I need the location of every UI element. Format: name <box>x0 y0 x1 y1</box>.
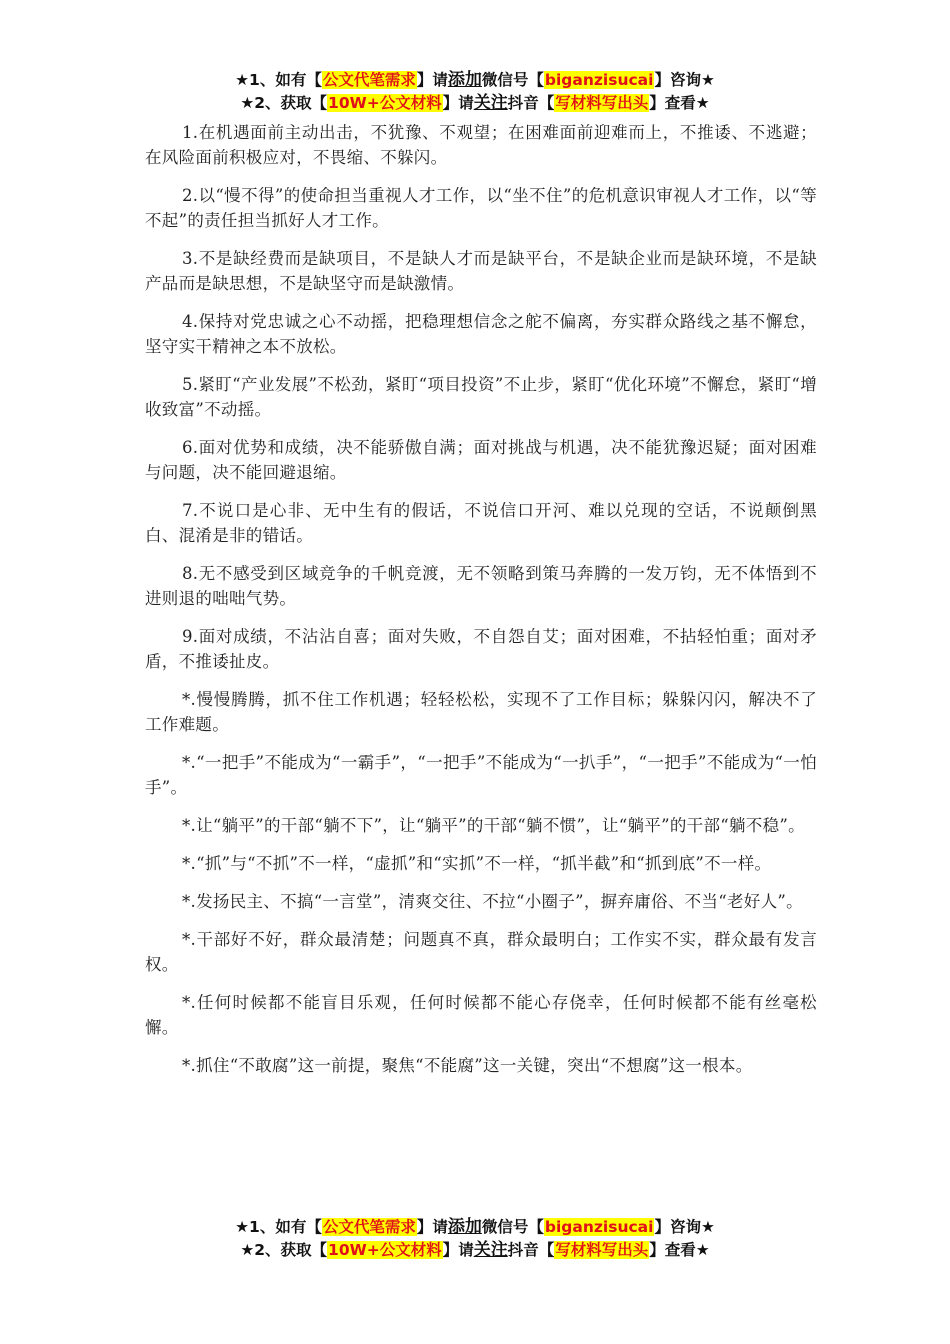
highlight-materials: 10W+公文材料 <box>328 1241 442 1259</box>
emphasis-text: 关注 <box>473 93 508 113</box>
paragraph: 5.紧盯“产业发展”不松劲，紧盯“项目投资”不止步，紧盯“优化环境”不懈怠，紧盯“增收致富”不动摇。 <box>145 375 817 419</box>
promo-text: 】请 <box>442 94 474 112</box>
highlight-materials: 10W+公文材料 <box>328 94 442 112</box>
promo-text: 1、如有【 <box>249 1218 322 1236</box>
star-icon: ★ <box>235 1218 250 1236</box>
promo-text: 微信号【 <box>481 1218 544 1236</box>
promo-line-2 <box>0 1239 950 1262</box>
paragraph: *.发扬民主、不搞“一言堂”，清爽交往、不拉“小圈子”，摒弃庸俗、不当“老好人”。 <box>182 892 803 911</box>
highlight-douyin-account: 写材料写出头 <box>555 1241 649 1259</box>
highlight-wechat-id: biganzisucai <box>544 71 654 89</box>
paragraph: 2.以“慢不得”的使命担当重视人才工作，以“坐不住”的危机意识审视人才工作，以“等不起”的责任担当抓好人才工作。 <box>145 186 817 230</box>
star-icon: ★ <box>240 1241 255 1259</box>
promo-text: 2、获取【 <box>254 94 328 112</box>
emphasis-text: 关注 <box>473 1240 508 1260</box>
promo-text: 】查看★ <box>649 94 710 112</box>
paragraph: *.让“躺平”的干部“躺不下”，让“躺平”的干部“躺不惯”，让“躺平”的干部“躺不稳”。 <box>182 816 805 835</box>
star-icon: ★ <box>235 71 250 89</box>
emphasis-text: 添加 <box>447 70 482 90</box>
promo-text: 抖音【 <box>507 1241 555 1259</box>
promo-banner-bottom <box>0 1216 950 1262</box>
promo-line-1 <box>0 69 950 92</box>
highlight-service: 公文代笔需求 <box>322 71 416 89</box>
emphasis-text: 添加 <box>447 1217 482 1237</box>
promo-line-2 <box>0 92 950 115</box>
promo-banner-top <box>0 69 950 115</box>
promo-text: 】咨询★ <box>654 71 715 89</box>
paragraph: 6.面对优势和成绩，决不能骄傲自满；面对挑战与机遇，决不能犹豫迟疑；面对困难与问题，决不能回避退缩。 <box>145 438 817 482</box>
paragraph: *.干部好不好，群众最清楚；问题真不真，群众最明白；工作实不实，群众最有发言权。 <box>145 930 817 974</box>
highlight-service: 公文代笔需求 <box>322 1218 416 1236</box>
promo-text: 】查看★ <box>649 1241 710 1259</box>
promo-line-1 <box>0 1216 950 1239</box>
paragraph: 9.面对成绩，不沾沾自喜；面对失败，不自怨自艾；面对困难，不拈轻怕重；面对矛盾，不推诿扯皮。 <box>145 627 817 671</box>
paragraph: *.任何时候都不能盲目乐观，任何时候都不能心存侥幸，任何时候都不能有丝毫松懈。 <box>145 993 817 1037</box>
highlight-wechat-id: biganzisucai <box>544 1218 654 1236</box>
paragraph: *.慢慢腾腾，抓不住工作机遇；轻轻松松，实现不了工作目标；躲躲闪闪，解决不了工作难题。 <box>145 690 817 734</box>
paragraph: 3.不是缺经费而是缺项目，不是缺人才而是缺平台，不是缺企业而是缺环境，不是缺产品而是缺思想，不是缺坚守而是缺激情。 <box>145 249 817 293</box>
paragraph: 1.在机遇面前主动出击，不犹豫、不观望；在困难面前迎难而上，不推诿、不逃避；在风险面前积极应对，不畏缩、不躲闪。 <box>145 123 817 167</box>
promo-text: 】请 <box>442 1241 474 1259</box>
paragraph: *.“一把手”不能成为“一霸手”，“一把手”不能成为“一扒手”，“一把手”不能成为“一怕手”。 <box>145 753 817 797</box>
document-body <box>145 120 817 1091</box>
paragraph: 7.不说口是心非、无中生有的假话，不说信口开河、难以兑现的空话，不说颠倒黑白、混淆是非的错话。 <box>145 501 817 545</box>
paragraph: *.抓住“不敢腐”这一前提，聚焦“不能腐”这一关键，突出“不想腐”这一根本。 <box>182 1056 753 1075</box>
promo-text: 】请 <box>416 71 448 89</box>
promo-text: 2、获取【 <box>254 1241 328 1259</box>
promo-text: 1、如有【 <box>249 71 322 89</box>
star-icon: ★ <box>240 94 255 112</box>
promo-text: 抖音【 <box>507 94 555 112</box>
paragraph: 4.保持对党忠诚之心不动摇，把稳理想信念之舵不偏离，夯实群众路线之基不懈怠，坚守实干精神之本不放松。 <box>145 312 817 356</box>
paragraph: *.“抓”与“不抓”不一样，“虚抓”和“实抓”不一样，“抓半截”和“抓到底”不一样。 <box>182 854 772 873</box>
promo-text: 】请 <box>416 1218 448 1236</box>
promo-text: 微信号【 <box>481 71 544 89</box>
promo-text: 】咨询★ <box>654 1218 715 1236</box>
paragraph: 8.无不感受到区域竞争的千帆竞渡，无不领略到策马奔腾的一发万钧，无不体悟到不进则退的咄咄气势。 <box>145 564 817 608</box>
highlight-douyin-account: 写材料写出头 <box>555 94 649 112</box>
